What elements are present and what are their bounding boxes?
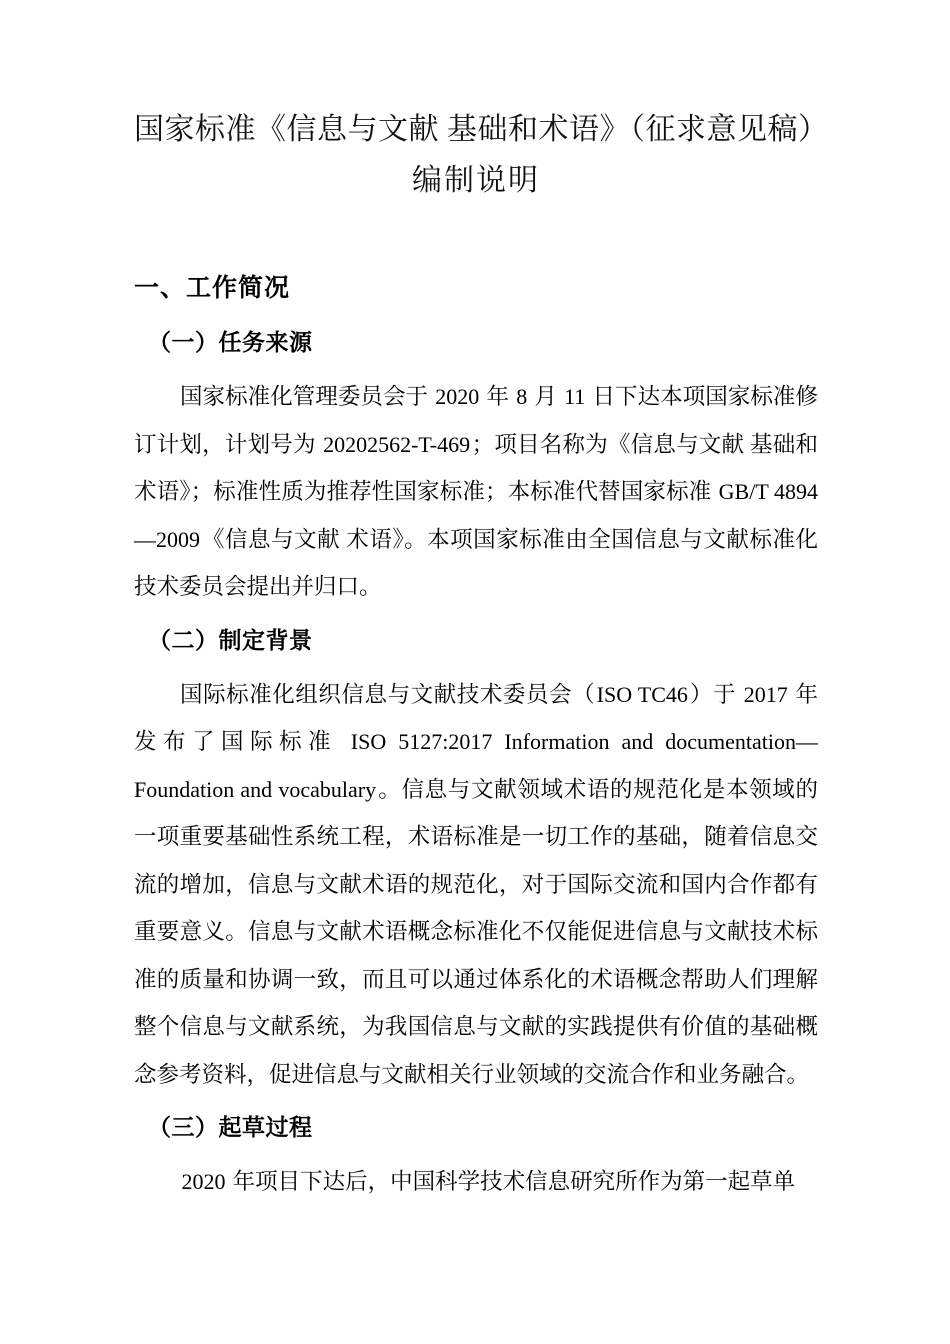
latin-run: GB/T 4894—2009	[134, 479, 818, 552]
page-title	[134, 0, 829, 206]
subsection-heading-task-source: （一）任务来源	[148, 330, 313, 355]
page-content-column	[134, 0, 829, 1206]
latin-run: 2017	[743, 681, 788, 707]
latin-run: 2020	[435, 384, 480, 409]
latin-run: 2020	[181, 1169, 226, 1194]
latin-run: 20202562-T-469	[323, 431, 471, 457]
page-title-line-2: 编制说明	[412, 164, 540, 197]
latin-run: 8	[516, 384, 528, 409]
paragraph-drafting-process: 2020 年项目下达后，中国科学技术信息研究所作为第一起草单	[181, 1169, 796, 1194]
latin-run: ISO TC46	[596, 681, 688, 707]
latin-run: 11	[564, 384, 586, 409]
paragraph-background: 国际标准化组织信息与文献技术委员会（ISO TC46）于 2017 年发布了国际标准 ISO 5127:2017 Information and documentation—Foundation and vocabulary。信息与文献领域术语的规范化是本领域的一项重要基础性系统工程，术语标准是一切工作的基础，随着信息交流的增加，信息与文献术语的规范化，对于国际交流和国内合作都有重要意义。信息与文献术语概念标准化不仅能促进信息与文献技术标准的质量和协调一致，而且可以通过体系化的术语概念帮助人们理解整个信息与文献系统，为我国信息与文献的实践提供有价值的基础概念参考资料，促进信息与文献相关行业领域的交流合作和业务融合。	[134, 681, 818, 1087]
section-heading-work-overview: 一、工作简况	[134, 275, 291, 302]
latin-run: ISO 5127:2017 Information and documentation—Foundation and vocabulary	[134, 729, 818, 802]
paragraph-task-source: 国家标准化管理委员会于 2020 年 8 月 11 日下达本项国家标准修订计划，计划号为 20202562-T-469；项目名称为《信息与文献 基础和术语》；标准性质为推荐性国家标准；本标准代替国家标准 GB/T 4894—2009《信息与文献 术语》。本项国家标准由全国信息与文献标准化技术委员会提出并归口。	[134, 384, 818, 599]
subsection-heading-background: （二）制定背景	[148, 627, 313, 653]
page-title-line-1: 国家标准《信息与文献 基础和术语》（征求意见稿）	[134, 113, 829, 146]
subsection-heading-drafting-process: （三）起草过程	[148, 1115, 313, 1140]
